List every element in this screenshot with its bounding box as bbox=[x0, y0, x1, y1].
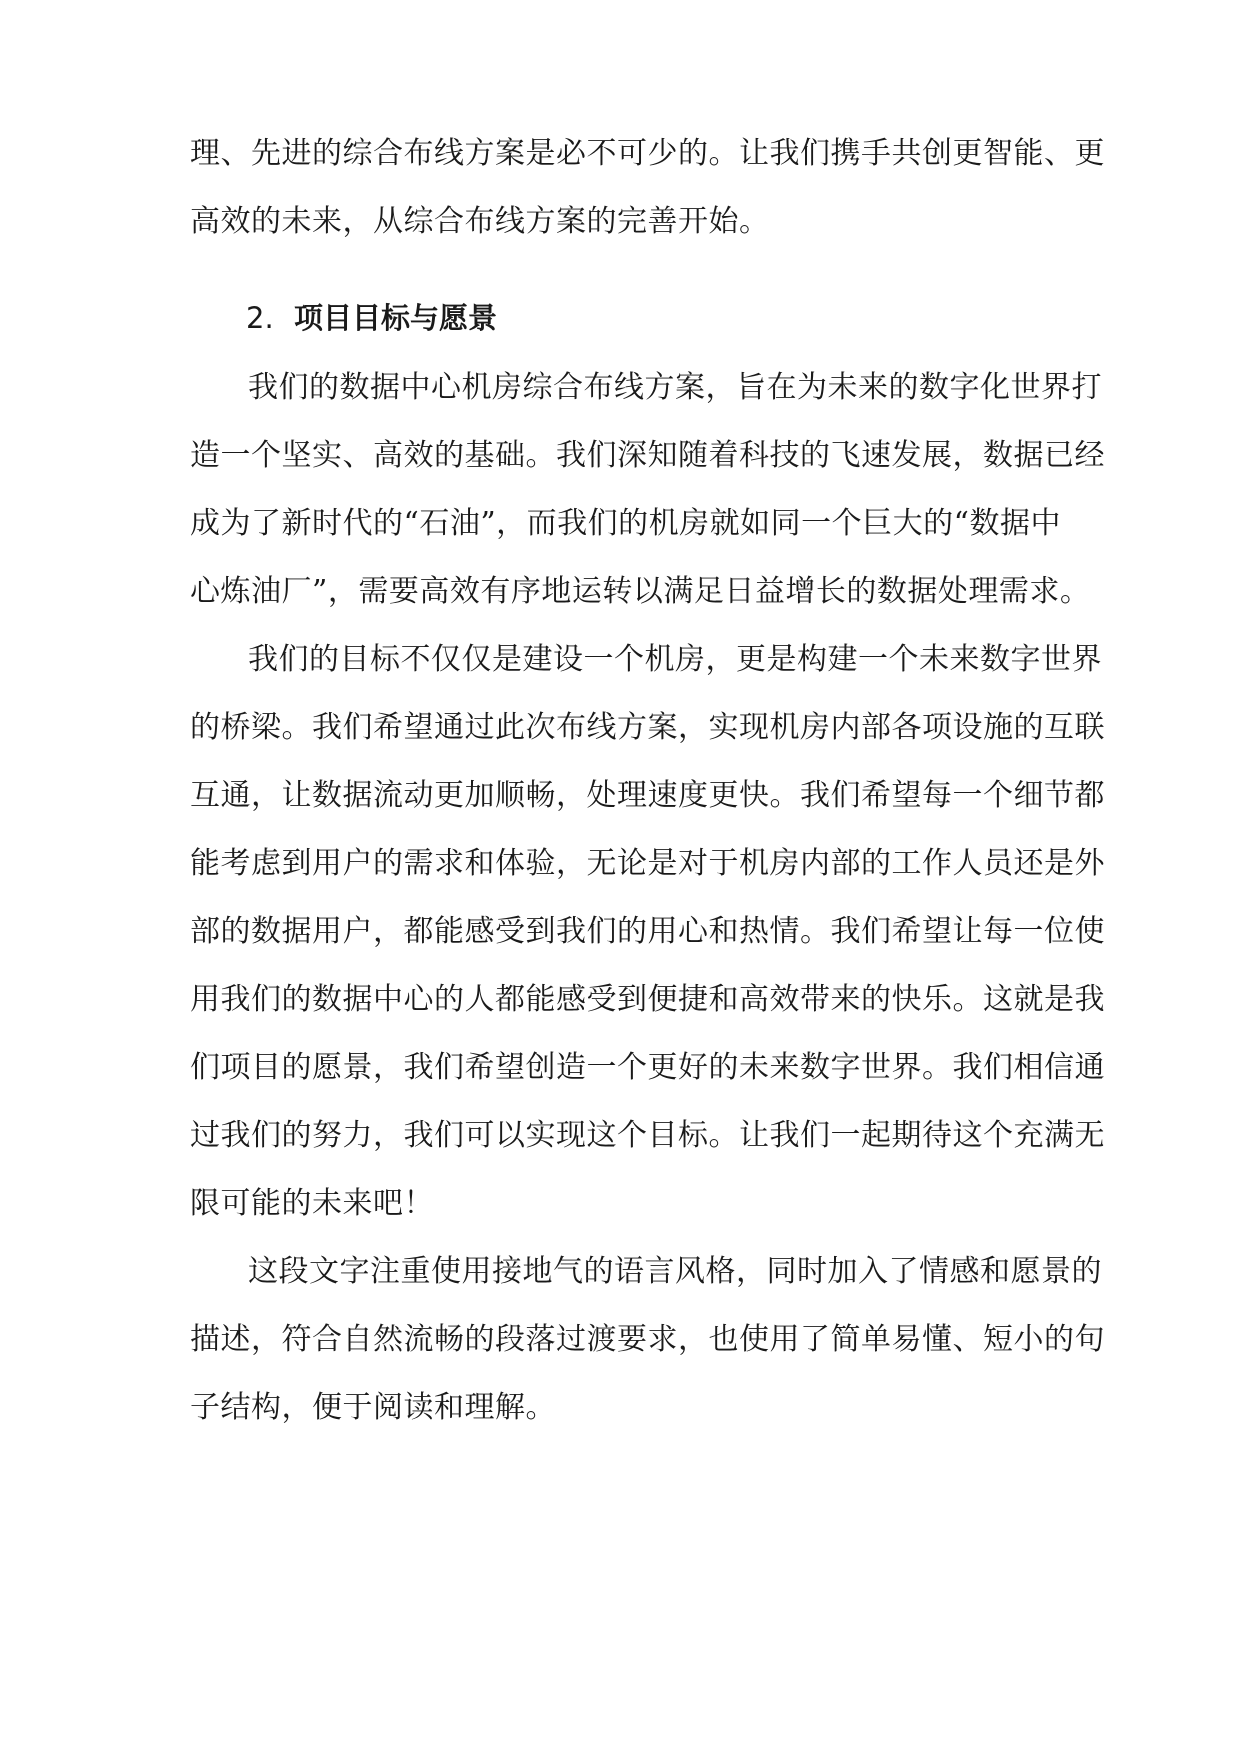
section-number: 2. bbox=[246, 301, 274, 335]
paragraph1-line-2: 造一个坚实、高效的基础。我们深知随着科技的飞速发展，数据已经 bbox=[190, 438, 1105, 473]
paragraph3-line-1: 这段文字注重使用接地气的语言风格，同时加入了情感和愿景的 bbox=[248, 1254, 1102, 1289]
intro-line-1: 理、先进的综合布线方案是必不可少的。让我们携手共创更智能、更 bbox=[190, 136, 1105, 171]
paragraph2-line-2: 的桥梁。我们希望通过此次布线方案，实现机房内部各项设施的互联 bbox=[190, 710, 1105, 745]
paragraph2-line-9: 限可能的未来吧！ bbox=[190, 1186, 434, 1221]
paragraph2-line-8: 过我们的努力，我们可以实现这个目标。让我们一起期待这个充满无 bbox=[190, 1118, 1105, 1153]
intro-line-2: 高效的未来，从综合布线方案的完善开始。 bbox=[190, 204, 770, 239]
paragraph2-line-4: 能考虑到用户的需求和体验，无论是对于机房内部的工作人员还是外 bbox=[190, 846, 1105, 881]
paragraph1-line-4: 心炼油厂”，需要高效有序地运转以满足日益增长的数据处理需求。 bbox=[190, 574, 1091, 609]
paragraph3-line-2: 描述，符合自然流畅的段落过渡要求，也使用了简单易懂、短小的句 bbox=[190, 1322, 1105, 1357]
paragraph1-line-1: 我们的数据中心机房综合布线方案，旨在为未来的数字化世界打 bbox=[248, 370, 1102, 405]
paragraph2-line-6: 用我们的数据中心的人都能感受到便捷和高效带来的快乐。这就是我 bbox=[190, 982, 1105, 1017]
section-heading bbox=[246, 298, 497, 338]
paragraph2-line-7: 们项目的愿景，我们希望创造一个更好的未来数字世界。我们相信通 bbox=[190, 1050, 1105, 1085]
paragraph1-line-3: 成为了新时代的“石油”，而我们的机房就如同一个巨大的“数据中 bbox=[190, 506, 1062, 541]
paragraph2-line-3: 互通，让数据流动更加顺畅，处理速度更快。我们希望每一个细节都 bbox=[190, 778, 1105, 813]
paragraph3-line-3: 子结构，便于阅读和理解。 bbox=[190, 1390, 556, 1425]
section-title: 项目目标与愿景 bbox=[294, 301, 498, 335]
paragraph2-line-1: 我们的目标不仅仅是建设一个机房，更是构建一个未来数字世界 bbox=[248, 642, 1102, 677]
paragraph2-line-5: 部的数据用户，都能感受到我们的用心和热情。我们希望让每一位使 bbox=[190, 914, 1105, 949]
